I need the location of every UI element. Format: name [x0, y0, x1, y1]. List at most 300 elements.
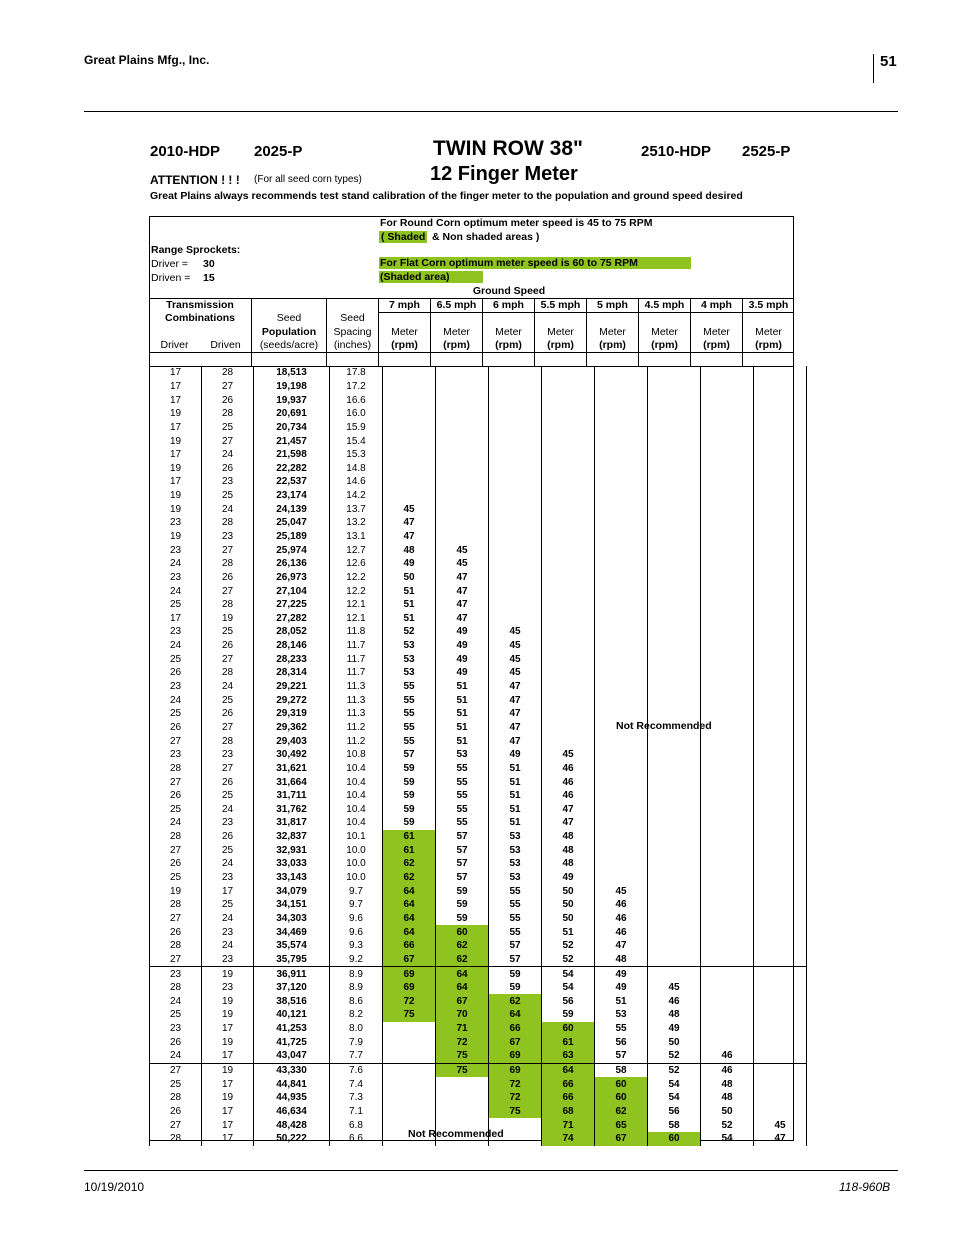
driven-cell: 25 [202, 693, 254, 707]
rpm-cell [701, 366, 754, 380]
rpm-cell [754, 461, 807, 475]
driven-cell: 27 [202, 380, 254, 394]
rpm-cell: 60 [595, 1091, 648, 1105]
meter-header: Meter [651, 326, 678, 338]
table-row [150, 489, 807, 503]
driver-cell: 26 [150, 1035, 202, 1049]
driven-cell: 27 [202, 543, 254, 557]
rpm-cell: 49 [436, 639, 489, 653]
table-row [150, 871, 807, 885]
rpm-cell: 48 [542, 857, 595, 871]
rpm-cell: 48 [383, 543, 436, 557]
rpm-cell: 46 [648, 994, 701, 1008]
speed-header: 3.5 mph [748, 299, 789, 311]
rpm-cell [754, 707, 807, 721]
rpm-cell [595, 421, 648, 435]
rpm-cell: 58 [595, 1063, 648, 1077]
speed-header: 4 mph [701, 299, 732, 311]
table-row [150, 803, 807, 817]
rpm-cell [489, 516, 542, 530]
rpm-cell [754, 380, 807, 394]
driven-cell: 17 [202, 1132, 254, 1146]
table-row [150, 748, 807, 762]
rpm-cell [754, 475, 807, 489]
population-cell: 18,513 [254, 366, 330, 380]
rpm-cell: 49 [595, 981, 648, 995]
rpm-cell: 53 [383, 639, 436, 653]
driver-cell: 25 [150, 1077, 202, 1091]
driver-sprocket-value: 30 [203, 258, 215, 270]
rpm-cell: 69 [383, 981, 436, 995]
rpm-cell: 47 [489, 680, 542, 694]
table-row [150, 1022, 807, 1036]
rpm-cell [648, 612, 701, 626]
rpm-cell [648, 734, 701, 748]
rpm-cell: 56 [542, 994, 595, 1008]
rpm-cell: 53 [489, 843, 542, 857]
combinations-header: Combinations [165, 312, 235, 324]
rpm-cell: 53 [383, 666, 436, 680]
rpm-cell [754, 489, 807, 503]
page-number: 51 [880, 53, 897, 70]
rpm-cell [489, 366, 542, 380]
rpm-cell [701, 925, 754, 939]
driven-cell: 24 [202, 803, 254, 817]
spacing-cell: 11.2 [330, 734, 383, 748]
population-cell: 29,272 [254, 693, 330, 707]
spacing-cell: 16.6 [330, 393, 383, 407]
rpm-cell [542, 639, 595, 653]
rpm-cell [648, 434, 701, 448]
driven-cell: 26 [202, 393, 254, 407]
rpm-cell: 47 [489, 707, 542, 721]
rpm-cell [701, 898, 754, 912]
table-row [150, 516, 807, 530]
rpm-cell [648, 680, 701, 694]
rpm-cell [542, 489, 595, 503]
driver-cell: 17 [150, 393, 202, 407]
spacing-cell: 12.2 [330, 584, 383, 598]
driver-cell: 17 [150, 448, 202, 462]
driven-cell: 25 [202, 625, 254, 639]
rpm-cell: 75 [489, 1105, 542, 1119]
table-row [150, 448, 807, 462]
spacing-cell: 8.9 [330, 981, 383, 995]
rpm-cell [701, 816, 754, 830]
rpm-cell: 60 [436, 925, 489, 939]
rpm-cell [489, 489, 542, 503]
rpm-cell: 53 [489, 871, 542, 885]
spacing-cell: 10.0 [330, 857, 383, 871]
rpm-cell [648, 584, 701, 598]
meter-header: Meter [391, 326, 418, 338]
rpm-header: (rpm) [391, 339, 418, 351]
rpm-cell [489, 448, 542, 462]
rpm-cell [754, 625, 807, 639]
rpm-cell [648, 543, 701, 557]
rpm-cell: 59 [436, 884, 489, 898]
rpm-cell [701, 803, 754, 817]
spacing-cell: 8.2 [330, 1008, 383, 1022]
rpm-cell: 48 [648, 1008, 701, 1022]
rpm-cell: 46 [595, 898, 648, 912]
driven-cell: 26 [202, 707, 254, 721]
population-cell: 44,935 [254, 1091, 330, 1105]
rpm-cell [436, 434, 489, 448]
rpm-cell: 64 [383, 912, 436, 926]
rpm-cell [754, 421, 807, 435]
rpm-cell: 55 [436, 816, 489, 830]
speed-header: 6 mph [493, 299, 524, 311]
rpm-cell [754, 816, 807, 830]
population-cell: 26,136 [254, 557, 330, 571]
rpm-cell [383, 1049, 436, 1063]
rpm-cell [648, 598, 701, 612]
driven-cell: 27 [202, 762, 254, 776]
driver-cell: 24 [150, 639, 202, 653]
rpm-cell [489, 421, 542, 435]
rpm-cell: 47 [436, 571, 489, 585]
table-row [150, 898, 807, 912]
spacing-cell: 7.9 [330, 1035, 383, 1049]
driver-cell: 27 [150, 1063, 202, 1077]
rpm-cell: 50 [701, 1105, 754, 1119]
footer-date: 10/19/2010 [84, 1180, 145, 1194]
table-row [150, 680, 807, 694]
rpm-cell [701, 475, 754, 489]
rpm-cell [701, 939, 754, 953]
rpm-cell [648, 461, 701, 475]
rpm-cell [595, 584, 648, 598]
rpm-cell: 59 [436, 912, 489, 926]
rpm-cell [595, 461, 648, 475]
table-row [150, 953, 807, 967]
table-row [150, 762, 807, 776]
rpm-cell [648, 762, 701, 776]
rpm-cell [648, 871, 701, 885]
rpm-cell: 45 [383, 502, 436, 516]
spacing-cell: 11.7 [330, 666, 383, 680]
rpm-cell: 51 [489, 803, 542, 817]
driver-cell: 26 [150, 857, 202, 871]
rpm-cell [595, 475, 648, 489]
rpm-cell: 46 [542, 789, 595, 803]
driver-cell: 24 [150, 994, 202, 1008]
rpm-cell [754, 1077, 807, 1091]
rpm-cell [754, 762, 807, 776]
population-cell: 20,691 [254, 407, 330, 421]
table-row [150, 994, 807, 1008]
spacing-cell: 13.2 [330, 516, 383, 530]
rpm-cell: 52 [542, 939, 595, 953]
population-cell: 31,621 [254, 762, 330, 776]
rpm-cell: 52 [701, 1118, 754, 1132]
spacing-cell: 8.9 [330, 967, 383, 981]
rpm-cell [648, 516, 701, 530]
rpm-cell: 75 [383, 1008, 436, 1022]
rpm-cell: 59 [383, 816, 436, 830]
rpm-cell [754, 884, 807, 898]
rpm-cell [648, 803, 701, 817]
rpm-cell [754, 530, 807, 544]
rpm-cell: 55 [383, 693, 436, 707]
rpm-header: (rpm) [599, 339, 626, 351]
rpm-cell: 51 [436, 707, 489, 721]
model-label-2510-hdp: 2510-HDP [641, 143, 712, 160]
meter-header: Meter [443, 326, 470, 338]
rpm-cell: 49 [648, 1022, 701, 1036]
rpm-cell [701, 584, 754, 598]
table-row [150, 1035, 807, 1049]
driver-cell: 24 [150, 1049, 202, 1063]
rpm-cell: 55 [595, 1022, 648, 1036]
driver-cell: 19 [150, 461, 202, 475]
rpm-cell: 48 [701, 1091, 754, 1105]
spacing-cell: 11.3 [330, 680, 383, 694]
rpm-cell [648, 967, 701, 981]
rpm-cell [383, 1022, 436, 1036]
rpm-header: (rpm) [703, 339, 730, 351]
population-cell: 28,052 [254, 625, 330, 639]
header-rule [84, 111, 898, 112]
rpm-cell [754, 680, 807, 694]
spacing-cell: 8.0 [330, 1022, 383, 1036]
driver-cell: 19 [150, 502, 202, 516]
rpm-cell [754, 366, 807, 380]
population-cell: 21,457 [254, 434, 330, 448]
rpm-cell [595, 843, 648, 857]
spacing-cell: 11.7 [330, 652, 383, 666]
table-row [150, 925, 807, 939]
table-row [150, 734, 807, 748]
rpm-cell [436, 516, 489, 530]
rpm-cell: 75 [436, 1063, 489, 1077]
not-recommended-label-low: Not Recommended [408, 1128, 504, 1140]
rpm-cell [648, 707, 701, 721]
rpm-cell [383, 461, 436, 475]
driver-cell: 27 [150, 953, 202, 967]
rpm-cell [648, 421, 701, 435]
spacing-cell: 10.4 [330, 762, 383, 776]
rpm-cell [701, 652, 754, 666]
rpm-cell [648, 884, 701, 898]
rpm-cell: 52 [648, 1063, 701, 1077]
rpm-cell [595, 434, 648, 448]
rpm-cell [648, 912, 701, 926]
rpm-cell [383, 380, 436, 394]
population-cell: 22,282 [254, 461, 330, 475]
rpm-cell [542, 666, 595, 680]
rpm-cell: 64 [436, 967, 489, 981]
population-cell: 29,403 [254, 734, 330, 748]
driven-cell: 17 [202, 1049, 254, 1063]
driven-cell: 24 [202, 939, 254, 953]
rpm-cell [436, 1077, 489, 1091]
rpm-cell [754, 1105, 807, 1119]
rpm-cell [542, 612, 595, 626]
spacing-cell: 10.4 [330, 775, 383, 789]
rpm-cell [436, 489, 489, 503]
population-cell: 44,841 [254, 1077, 330, 1091]
population-header: Population [261, 326, 317, 338]
population-cell: 50,222 [254, 1132, 330, 1146]
spacing-cell: 16.0 [330, 407, 383, 421]
table-row [150, 775, 807, 789]
driven-sprocket-label: Driven = [151, 272, 191, 284]
rpm-cell: 69 [383, 967, 436, 981]
rpm-cell [595, 393, 648, 407]
speed-header: 5.5 mph [540, 299, 581, 311]
rpm-cell [489, 584, 542, 598]
rpm-cell: 48 [542, 830, 595, 844]
range-sprockets-title: Range Sprockets: [151, 244, 241, 256]
rpm-cell: 66 [542, 1077, 595, 1091]
rpm-cell: 46 [701, 1049, 754, 1063]
spacing-cell: 17.2 [330, 380, 383, 394]
rpm-cell [701, 1035, 754, 1049]
driven-cell: 27 [202, 434, 254, 448]
population-cell: 34,469 [254, 925, 330, 939]
driver-cell: 23 [150, 625, 202, 639]
footer-part-number: 118-960B [839, 1180, 891, 1194]
company-name: Great Plains Mfg., Inc. [84, 53, 210, 67]
rpm-cell [383, 407, 436, 421]
rpm-cell [542, 366, 595, 380]
population-cell: 25,189 [254, 530, 330, 544]
driven-cell: 28 [202, 557, 254, 571]
rpm-cell: 47 [542, 816, 595, 830]
rpm-cell [595, 857, 648, 871]
rpm-cell [489, 502, 542, 516]
rpm-cell: 51 [436, 680, 489, 694]
driver-cell: 19 [150, 884, 202, 898]
rpm-cell: 45 [489, 639, 542, 653]
rpm-cell [436, 421, 489, 435]
rpm-cell [754, 652, 807, 666]
rpm-cell [754, 1091, 807, 1105]
rpm-cell: 53 [436, 748, 489, 762]
population-cell: 31,817 [254, 816, 330, 830]
rpm-cell [648, 380, 701, 394]
rpm-cell: 62 [489, 994, 542, 1008]
rpm-cell [701, 530, 754, 544]
population-cell: 31,664 [254, 775, 330, 789]
rpm-cell [542, 543, 595, 557]
footer-rule [84, 1170, 898, 1171]
rpm-cell: 57 [595, 1049, 648, 1063]
rpm-cell [383, 1077, 436, 1091]
rpm-cell [648, 816, 701, 830]
rpm-cell: 51 [542, 925, 595, 939]
rpm-cell: 72 [489, 1077, 542, 1091]
rpm-cell: 53 [489, 830, 542, 844]
rpm-cell [595, 407, 648, 421]
rpm-cell [648, 530, 701, 544]
rpm-cell: 57 [383, 748, 436, 762]
rpm-cell: 55 [436, 762, 489, 776]
spacing-cell: 10.4 [330, 803, 383, 817]
rpm-cell: 49 [595, 967, 648, 981]
rpm-cell [595, 625, 648, 639]
rpm-cell [648, 502, 701, 516]
meter-header: Meter [599, 326, 626, 338]
table-row [150, 967, 807, 981]
rpm-cell: 55 [383, 734, 436, 748]
rpm-cell: 62 [383, 857, 436, 871]
rpm-cell [648, 925, 701, 939]
table-row [150, 502, 807, 516]
driver-cell: 26 [150, 925, 202, 939]
rpm-cell: 47 [489, 734, 542, 748]
table-row [150, 1091, 807, 1105]
driver-cell: 19 [150, 530, 202, 544]
spacing-cell: 13.1 [330, 530, 383, 544]
rpm-cell [542, 393, 595, 407]
driven-cell: 24 [202, 912, 254, 926]
attention-label: ATTENTION ! ! ! [150, 173, 240, 187]
population-cell: 19,198 [254, 380, 330, 394]
non-shaded-legend: & Non shaded areas ) [432, 231, 540, 243]
population-cell: 32,837 [254, 830, 330, 844]
rpm-cell: 46 [595, 912, 648, 926]
rpm-cell [648, 557, 701, 571]
rpm-cell: 51 [489, 816, 542, 830]
driver-cell: 28 [150, 1132, 202, 1146]
table-row [150, 639, 807, 653]
rpm-cell [754, 693, 807, 707]
spacing-cell: 10.1 [330, 830, 383, 844]
driver-cell: 17 [150, 366, 202, 380]
rpm-cell [754, 925, 807, 939]
rpm-cell [648, 366, 701, 380]
rpm-cell: 47 [754, 1132, 807, 1146]
rpm-cell: 71 [542, 1118, 595, 1132]
rpm-cell: 70 [436, 1008, 489, 1022]
rpm-cell: 49 [436, 652, 489, 666]
rpm-cell [754, 516, 807, 530]
rpm-cell: 55 [436, 775, 489, 789]
table-row [150, 625, 807, 639]
rpm-cell: 51 [595, 994, 648, 1008]
population-cell: 21,598 [254, 448, 330, 462]
rpm-cell [489, 557, 542, 571]
spacing-cell: 14.6 [330, 475, 383, 489]
spacing-cell: 10.8 [330, 748, 383, 762]
driver-cell: 28 [150, 981, 202, 995]
population-cell: 19,937 [254, 393, 330, 407]
rpm-cell [436, 530, 489, 544]
rpm-cell [701, 871, 754, 885]
rpm-cell [648, 748, 701, 762]
driver-cell: 28 [150, 1091, 202, 1105]
rpm-cell: 46 [542, 762, 595, 776]
driver-cell: 24 [150, 584, 202, 598]
spacing-cell: 9.6 [330, 912, 383, 926]
speed-header: 5 mph [597, 299, 628, 311]
rpm-cell [383, 1091, 436, 1105]
table-row [150, 912, 807, 926]
rpm-cell [542, 516, 595, 530]
population-cell: 31,762 [254, 803, 330, 817]
rpm-cell [701, 461, 754, 475]
rpm-cell [701, 967, 754, 981]
flat-corn-note: For Flat Corn optimum meter speed is 60 to 75 RPM [379, 257, 691, 269]
table-row [150, 584, 807, 598]
rpm-cell: 59 [383, 803, 436, 817]
rpm-cell: 72 [436, 1035, 489, 1049]
inches-header: (inches) [333, 339, 372, 351]
rpm-cell [701, 857, 754, 871]
